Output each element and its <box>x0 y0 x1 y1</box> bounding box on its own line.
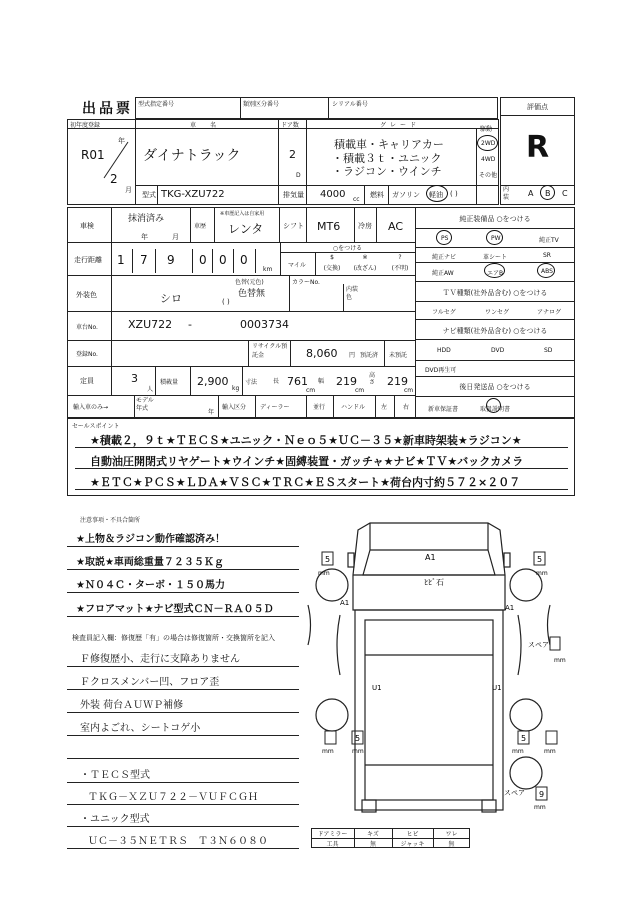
navi-title: ナビ種類(社外品含む) ○をつける <box>442 327 548 335</box>
insp-line-9: ＵＣ－３５ＮＥＴＲＳ Ｔ３Ｎ６０８０ <box>88 836 268 847</box>
serial-label: シリアル番号 <box>332 101 368 108</box>
mileage-type-1: (交換) <box>323 265 341 272</box>
vehicle-diagram <box>300 515 575 825</box>
tv-title: ＴＶ種類(社外品含む) ○をつける <box>442 289 548 297</box>
chassis-label: 車台No. <box>76 324 98 331</box>
load-label: 積載量 <box>160 379 179 386</box>
interior-b: B <box>545 189 551 198</box>
note-line-4: ★フロアマット★ナビ型式ＣＮ－ＲＡ０５Ｄ <box>76 604 274 615</box>
extras-circle <box>486 398 501 413</box>
date-slash <box>100 140 130 180</box>
opt-airbag: エアB <box>487 270 504 277</box>
handle-right: 右 <box>403 404 410 411</box>
recycle-yen: 円 <box>349 352 356 359</box>
spare-2-unit: mm <box>534 804 546 811</box>
month-unit: 月 <box>125 186 132 194</box>
month-value: 2 <box>110 172 118 186</box>
opt-airbag-circle <box>484 263 505 278</box>
year-unit: 年 <box>118 137 125 145</box>
interior-c: C <box>562 189 568 198</box>
insp-line-6: ・ＴＥＣＳ型式 <box>80 770 150 781</box>
mark-u1-left: U1 <box>372 684 382 692</box>
fuel-label: 燃料 <box>370 191 384 199</box>
options-title: 純正装備品 ○をつける <box>459 215 531 223</box>
insp-line-4: 室内よごれ、シートコゲ小 <box>80 723 201 734</box>
color-value: シロ <box>160 292 182 305</box>
score-value: R <box>525 130 550 165</box>
note-line-2: ★取説★車両総重量７２３５Ｋｇ <box>76 557 224 568</box>
sales-line-1: ★積載２，９ｔ★ＴＥＣＳ★ユニック・Ｎｅｏ５★ＵＣ－３５★新車時架装★ラジコン★ <box>90 434 522 447</box>
disp-label: 排気量 <box>283 191 304 199</box>
mileage-type-2-sym: ※ <box>362 254 368 261</box>
inspector-title: 検査員記入欄：修復歴「有」の場合は修復箇所・交換箇所を記入 <box>72 634 275 642</box>
mileage-d6: 0 <box>240 253 248 267</box>
extras-manual: 取扱説明書 <box>480 406 511 413</box>
opt-navi: 純正ナビ <box>432 254 457 261</box>
load-unit: kg <box>232 385 240 392</box>
model-value: TKG-XZU722 <box>161 189 225 200</box>
opt-ps-circle <box>436 230 452 245</box>
inspect-month: 月 <box>172 233 179 241</box>
sales-line-2: 自動油圧開閉式リヤゲート★ウインチ★固縛装置・ガッチャ★ナビ★ＴＶ★バックカメラ <box>90 455 524 468</box>
class-no-label: 類別区分番号 <box>243 101 280 108</box>
spare-1-unit: mm <box>554 657 566 664</box>
tire-rr-unit-2: mm <box>544 748 556 755</box>
inspect-year: 年 <box>141 233 148 241</box>
recycle-unpaid: 未預託 <box>389 352 408 359</box>
model-label: 型式 <box>142 191 156 199</box>
note-line-3: ★Ｎ０４Ｃ・ターボ・１５０馬力 <box>76 580 225 591</box>
navi-dvd-play: DVD再生可 <box>425 367 457 374</box>
grade-line-1: 積載車・キャリアカー <box>334 138 444 151</box>
mileage-type-3-sym: ? <box>398 254 402 261</box>
disp-value: 4000 <box>320 189 346 200</box>
hgt-label: 高さ <box>369 372 376 386</box>
table-v2: 無 <box>369 841 376 848</box>
color-code-label: カラーNo. <box>292 279 320 286</box>
insp-line-3: 外装 荷台ＡＵＷＰ補修 <box>80 700 184 711</box>
color-change: 色替無 <box>238 289 266 299</box>
interior-a: A <box>528 189 534 198</box>
tire-fr: 5 <box>537 555 543 564</box>
cc-unit: cc <box>353 196 360 203</box>
tire-fl-unit: mm <box>318 570 330 577</box>
mark-a1-top: A1 <box>425 553 436 562</box>
fuel-gas: ガソリン <box>392 191 420 199</box>
tv-full: フルセグ <box>432 309 456 316</box>
mark-bed: ﾋﾋﾞ石 <box>424 578 444 587</box>
interior-color-label: 内装色 <box>346 286 359 301</box>
tire-fr-unit: mm <box>536 570 548 577</box>
insp-line-8: ・ユニック型式 <box>80 814 150 825</box>
sales-title: セールスポイント <box>72 423 120 430</box>
tire-fl: 5 <box>325 555 331 564</box>
len-unit: cm <box>306 387 316 394</box>
handle-label: ハンドル <box>341 404 366 411</box>
mark-a1-left: A1 <box>340 599 350 607</box>
inspect-value: 抹消済み <box>128 214 165 224</box>
note-line-1: ★上物＆ラジコン動作確認済み！ <box>76 534 225 545</box>
tire-rr: 5 <box>521 734 527 743</box>
fuel-circle <box>426 185 448 202</box>
opt-ps: PS <box>441 235 449 242</box>
reg-label: 登録No. <box>76 351 98 358</box>
color-change-label: 色替(元色) <box>235 279 264 286</box>
tire-rr-unit: mm <box>512 748 524 755</box>
drive-4wd: 4WD <box>481 156 496 163</box>
opt-abs: ABS <box>541 268 553 275</box>
sales-line-3: ★ＥＴＣ★ＰＣＳ★ＬＤＡ★ＶＳＣ★ＴＲＣ★ＥＳスタート★荷台内寸約５７２×２０７ <box>90 476 521 489</box>
mileage-d1: 1 <box>117 253 125 267</box>
interior-circle <box>540 185 555 200</box>
opt-abs-circle <box>537 263 555 278</box>
era: R01 <box>81 148 105 162</box>
len-label: 長 <box>273 378 280 385</box>
mileage-type-3: (不明) <box>391 265 409 272</box>
color-change-paren: ( ) <box>222 298 230 306</box>
history-value: レンタ <box>228 222 264 236</box>
spare-1-label: スペア <box>528 641 549 649</box>
drive-circle <box>477 135 498 151</box>
opt-sr: SR <box>543 252 551 259</box>
door-unit: D <box>296 172 301 179</box>
mileage-d5: 0 <box>219 253 227 267</box>
grade-line-3: ・ラジコン・ウインチ <box>332 165 442 178</box>
recycle-value: 8,060 <box>306 347 338 360</box>
mark-u1-right: U1 <box>492 684 502 692</box>
capacity-value: 3 <box>131 372 138 385</box>
capacity-label: 定員 <box>80 377 94 385</box>
tv-one: ワンセグ <box>485 309 510 316</box>
type-no-label: 型式指定番号 <box>138 101 175 108</box>
import-class-label: 輸入区分 <box>222 404 247 411</box>
insp-line-2: Ｆクロスメンバー凹、フロア歪 <box>80 677 220 688</box>
inspect-label: 車検 <box>80 222 94 230</box>
shift-label: シフト <box>283 222 304 230</box>
opt-pw: PW <box>491 235 501 242</box>
import-dealer: ディーラー <box>260 404 290 411</box>
tire-rl: 5 <box>355 734 361 743</box>
mileage-d3: 9 <box>167 253 175 267</box>
navi-sd: SD <box>544 347 553 354</box>
header-id-box <box>135 97 498 119</box>
model-year-unit: 年 <box>208 409 215 416</box>
drive-label: 駆動 <box>480 126 493 133</box>
extras-title: 後日発送品 ○をつける <box>459 383 531 391</box>
ac-label: 冷房 <box>358 222 372 230</box>
import-parallel: 並行 <box>313 404 326 411</box>
grade-label: グレード <box>380 122 421 129</box>
insp-line-1: Ｆ修復歴小、走行に支障ありません <box>80 654 240 665</box>
tire-rl-unit: mm <box>322 748 334 755</box>
history-note: ※車歴記入は自家用 <box>220 211 265 217</box>
hgt-unit: cm <box>404 387 414 394</box>
shift-value: MT6 <box>317 220 341 233</box>
tv-analog: アナログ <box>537 309 562 316</box>
opt-tv: 純正TV <box>539 237 559 244</box>
table-v3: ジャッキ <box>400 841 425 848</box>
score-label: 評価点 <box>527 103 548 111</box>
model-year-label: モデル年式 <box>136 397 154 412</box>
capacity-unit: 人 <box>147 386 154 393</box>
extras-warranty: 新車保証書 <box>428 406 459 413</box>
mileage-circle-title: ○をつける <box>332 245 363 252</box>
fuel-diesel: 軽油 <box>429 191 443 199</box>
opt-aw: 純正AW <box>432 270 454 277</box>
chassis-dash: - <box>188 318 192 331</box>
mileage-type-2: (改ざん) <box>353 265 377 272</box>
table-h3: ヒビ <box>406 831 419 838</box>
mileage-d4: 0 <box>199 253 207 267</box>
car-name-label: 車名 <box>190 122 231 129</box>
import-label: 輸入車のみ→ <box>73 404 109 411</box>
spare-2-label: スペア <box>504 789 525 797</box>
wid-unit: cm <box>355 387 365 394</box>
doors-label: ドア数 <box>281 122 299 129</box>
drive-2wd: 2WD <box>481 140 496 147</box>
handle-left: 左 <box>381 404 388 411</box>
mile-label: マイル <box>288 262 306 269</box>
load-value: 2,900 <box>197 375 229 388</box>
mark-a1-right: A1 <box>505 604 515 612</box>
color-label: 外装色 <box>76 291 97 299</box>
drive-other: その他 <box>479 172 498 179</box>
chassis-prefix: XZU722 <box>128 318 173 331</box>
insp-line-7: ＴＫＧ－ＸＺＵ７２２－ＶＵＦＣＧＨ <box>88 792 258 803</box>
chassis-number: 0003734 <box>240 318 289 331</box>
first-reg-label: 初年度登録 <box>70 122 101 129</box>
wid-value: 219 <box>336 375 357 388</box>
navi-dvd: DVD <box>491 347 505 354</box>
mileage-d2: 7 <box>140 253 148 267</box>
spare-2-value: 9 <box>539 790 545 799</box>
ac-value: AC <box>388 220 404 233</box>
door-count: 2 <box>289 148 296 161</box>
opt-pw-circle <box>486 230 503 245</box>
mileage-type-1-sym: $ <box>330 254 334 261</box>
interior-label: 内装 <box>503 186 510 201</box>
wid-label: 幅 <box>318 378 325 385</box>
hgt-value: 219 <box>387 375 408 388</box>
history-label: 車歴 <box>194 223 207 230</box>
opt-leather: 革シート <box>483 254 508 261</box>
grade-line-2: ・積載３ｔ・ユニック <box>332 152 442 165</box>
mileage-unit: km <box>263 266 273 273</box>
table-v4: 無 <box>448 841 455 848</box>
navi-hdd: HDD <box>437 347 451 354</box>
len-value: 761 <box>287 375 308 388</box>
fuel-paren: ( ) <box>450 190 458 198</box>
car-name: ダイナトラック <box>143 148 241 164</box>
recycle-label: リサイクル預託金 <box>252 343 288 359</box>
table-h4: ワレ <box>445 831 458 838</box>
tire-rl-unit-2: mm <box>352 748 364 755</box>
dim-label: 寸法 <box>245 379 258 386</box>
mileage-label: 走行距離 <box>74 256 102 264</box>
notes-title: 注意事項・不具合箇所 <box>80 517 141 524</box>
table-h2: キズ <box>367 831 379 838</box>
recycle-paid: 預託済 <box>360 352 379 359</box>
table-v1: 工具 <box>326 841 339 848</box>
table-h1: ドアミラー <box>317 831 348 838</box>
form-title: 出品票 <box>82 101 133 117</box>
